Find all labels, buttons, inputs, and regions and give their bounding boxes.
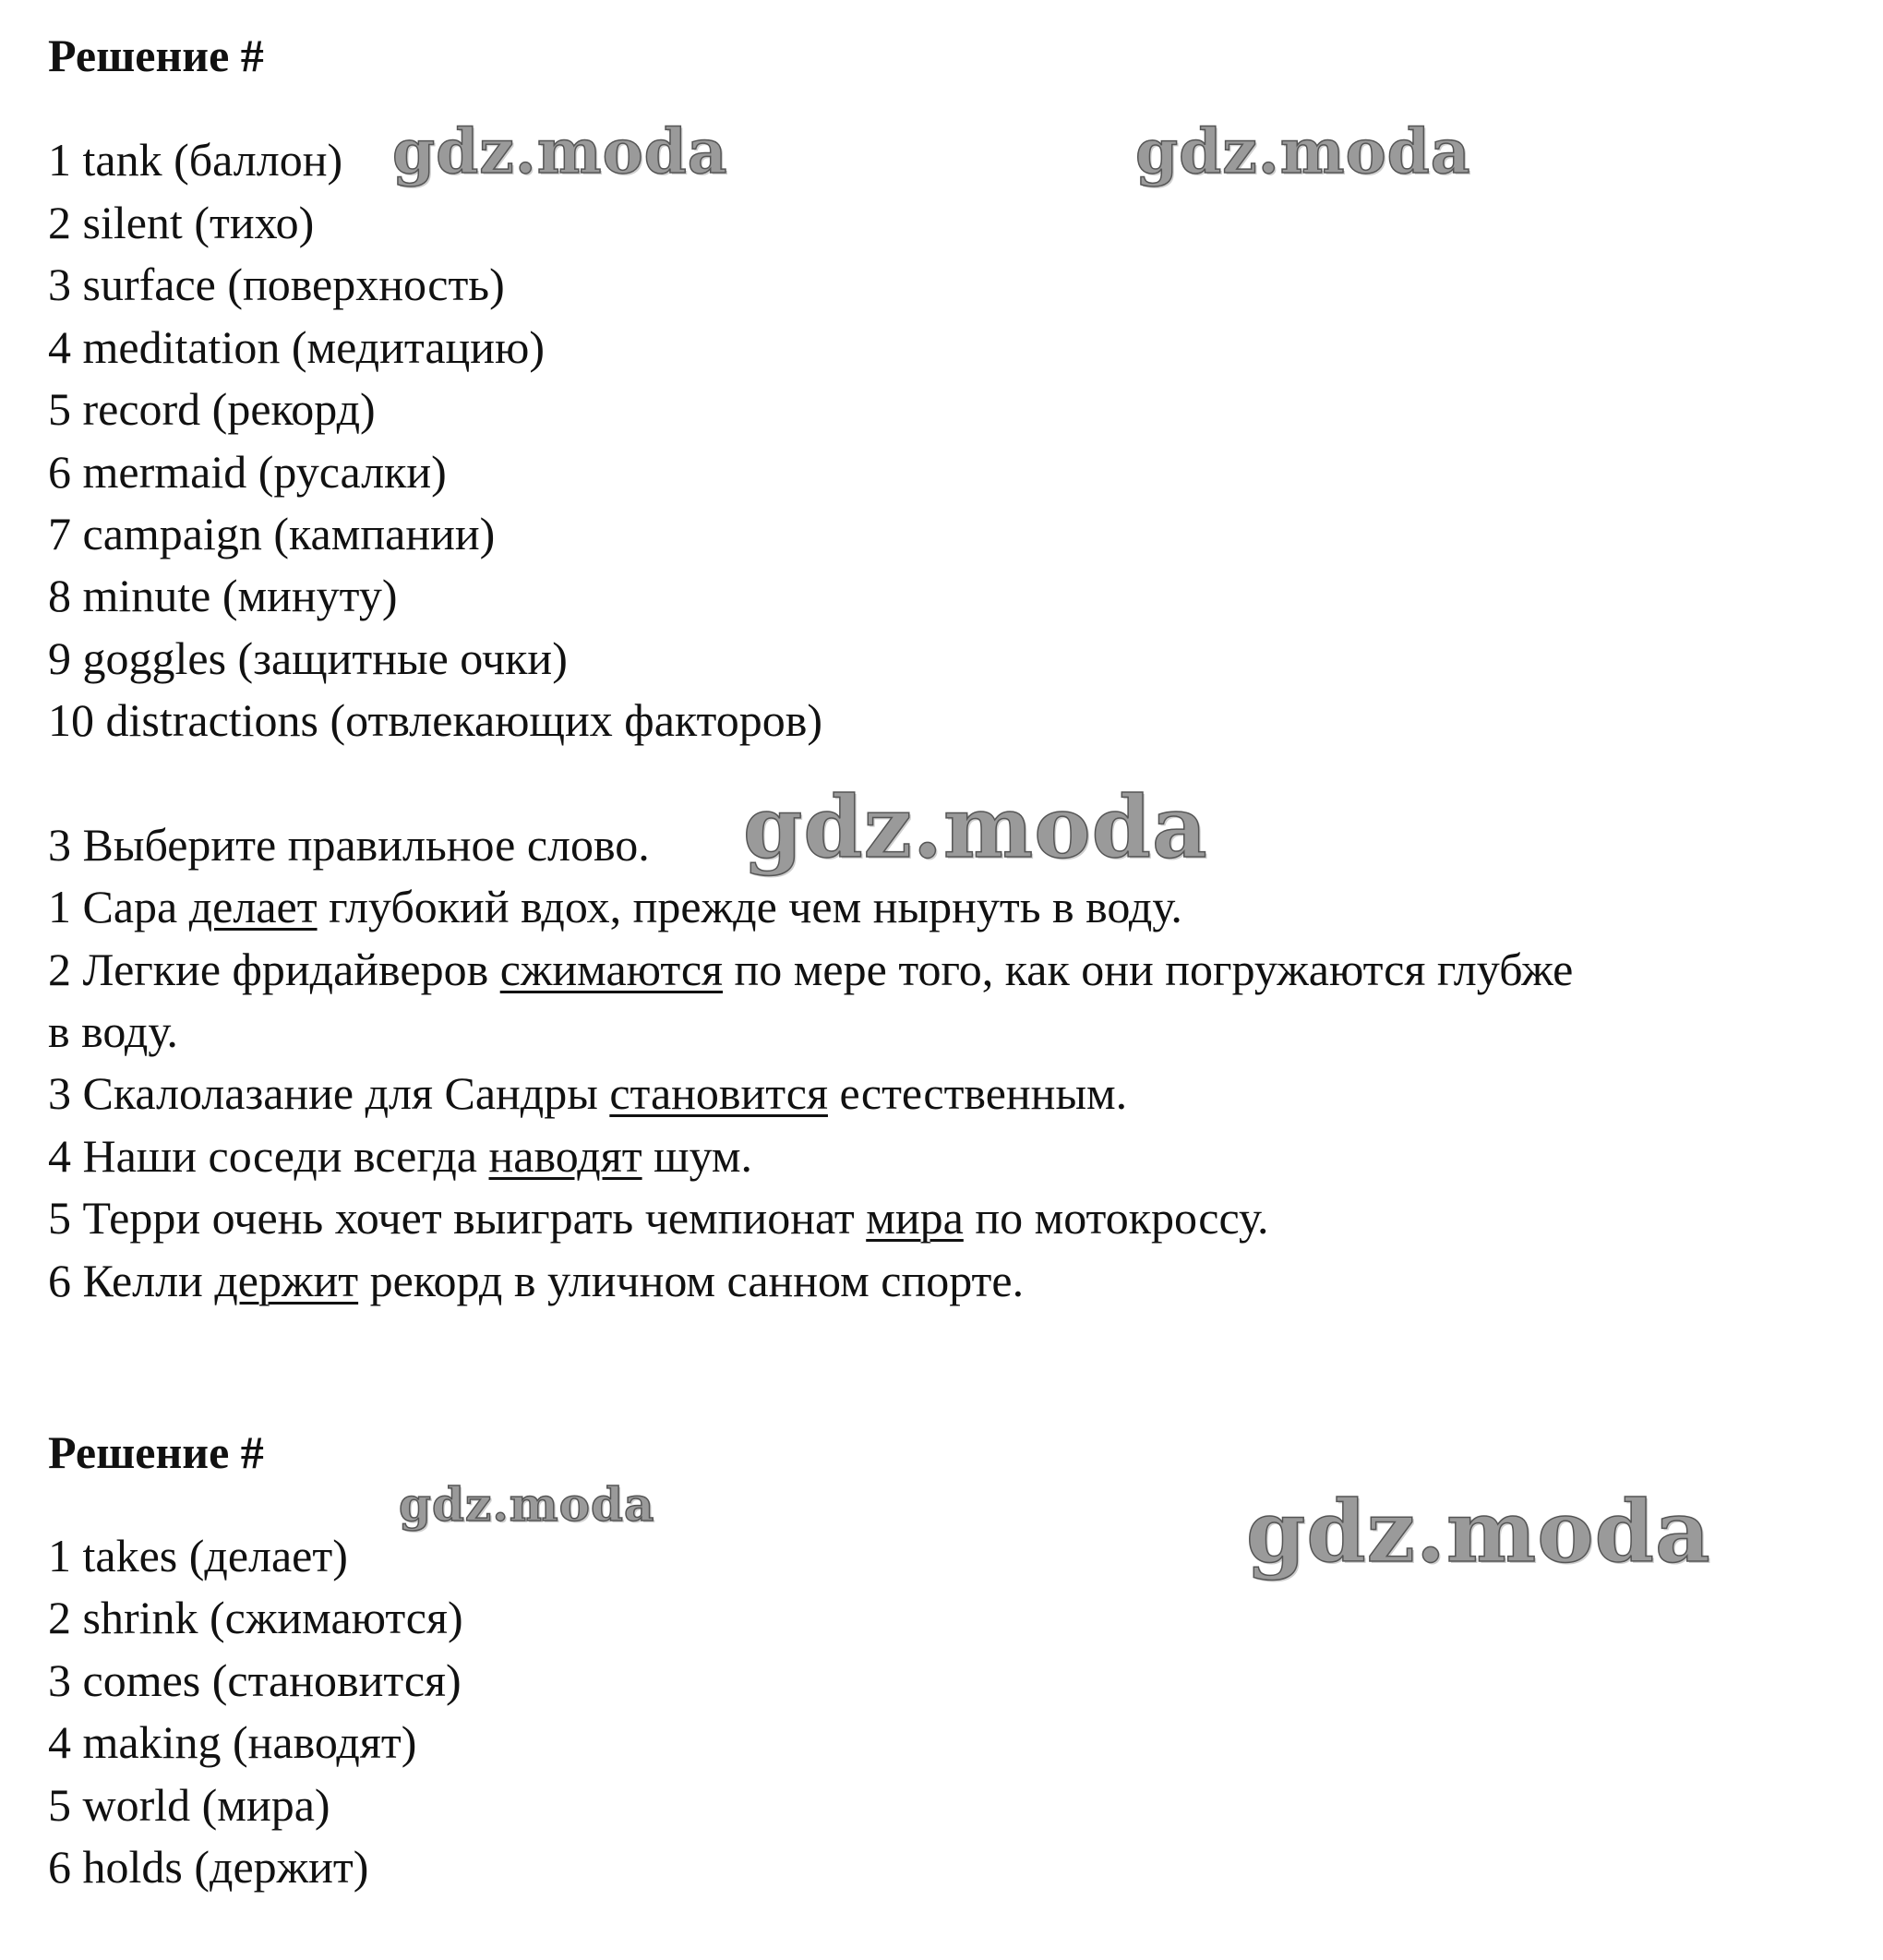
answer-line: 8 minute (минуту): [48, 570, 398, 621]
sentence-line: [48, 1253, 1024, 1308]
underlined-word: делает: [188, 881, 318, 932]
underlined-word: сжимаются: [499, 944, 724, 995]
answer-line: 7 campaign (кампании): [48, 508, 496, 559]
answer-line: 1 takes (делает): [48, 1530, 348, 1581]
underlined-word: наводят: [488, 1130, 642, 1182]
sentence-text: естественным.: [827, 1067, 1128, 1119]
sentence-text: 4 Наши соседи всегда: [48, 1130, 489, 1182]
sentence-text: в воду.: [48, 1005, 178, 1057]
answer-line: 4 meditation (медитацию): [48, 321, 546, 373]
answer-line: 5 record (рекорд): [48, 383, 376, 435]
underlined-word: мира: [866, 1192, 964, 1244]
answer-line: 3 comes (становится): [48, 1654, 462, 1706]
sentence-line: [48, 1065, 1127, 1121]
answer-line: 3 surface (поверхность): [48, 259, 505, 310]
answer-line: 2 silent (тихо): [48, 197, 315, 248]
answer-line: 1 tank (баллон): [48, 134, 343, 186]
sentence-line: [48, 1004, 178, 1059]
watermark: gdz.moda: [392, 115, 728, 187]
watermark: gdz.moda: [399, 1477, 655, 1532]
answer-line: 6 mermaid (русалки): [48, 446, 447, 498]
sentence-line: [48, 1128, 752, 1184]
sentence-line: [48, 1190, 1269, 1245]
sentence-text: глубокий вдох, прежде чем нырнуть в воду.: [317, 881, 1182, 932]
answer-line: 5 world (мира): [48, 1779, 330, 1831]
sentence-text: рекорд в уличном санном спорте.: [358, 1255, 1025, 1306]
sentence-line: [48, 942, 1573, 997]
sentence-text: 1 Сара: [48, 881, 189, 932]
underlined-word: становится: [609, 1067, 828, 1119]
sentence-line: [48, 879, 1182, 934]
sentence-text: 6 Келли: [48, 1255, 215, 1306]
sentence-text: шум.: [642, 1130, 753, 1182]
underlined-word: держит: [214, 1255, 359, 1306]
watermark: gdz.moda: [1135, 115, 1471, 187]
answer-line: 2 shrink (сжимаются): [48, 1592, 463, 1643]
answer-line: 10 distractions (отвлекающих факторов): [48, 694, 822, 746]
sentence-text: 5 Терри очень хочет выиграть чемпионат: [48, 1192, 867, 1244]
solution-heading-1: Решение #: [48, 30, 264, 81]
solution-heading-2: Решение #: [48, 1426, 264, 1478]
sentence-text: 3 Скалолазание для Сандры: [48, 1067, 610, 1119]
watermark: gdz.moda: [743, 777, 1208, 877]
watermark: gdz.moda: [1246, 1482, 1711, 1581]
sentence-text: по мере того, как они погружаются глубже: [723, 944, 1574, 995]
answer-line: 4 making (наводят): [48, 1716, 417, 1768]
sentence-text: 2 Легкие фридайверов: [48, 944, 500, 995]
answer-line: 6 holds (держит): [48, 1841, 369, 1893]
answer-line: 9 goggles (защитные очки): [48, 632, 568, 684]
task-title: 3 Выберите правильное слово.: [48, 819, 650, 871]
sentence-text: по мотокроссу.: [963, 1192, 1269, 1244]
